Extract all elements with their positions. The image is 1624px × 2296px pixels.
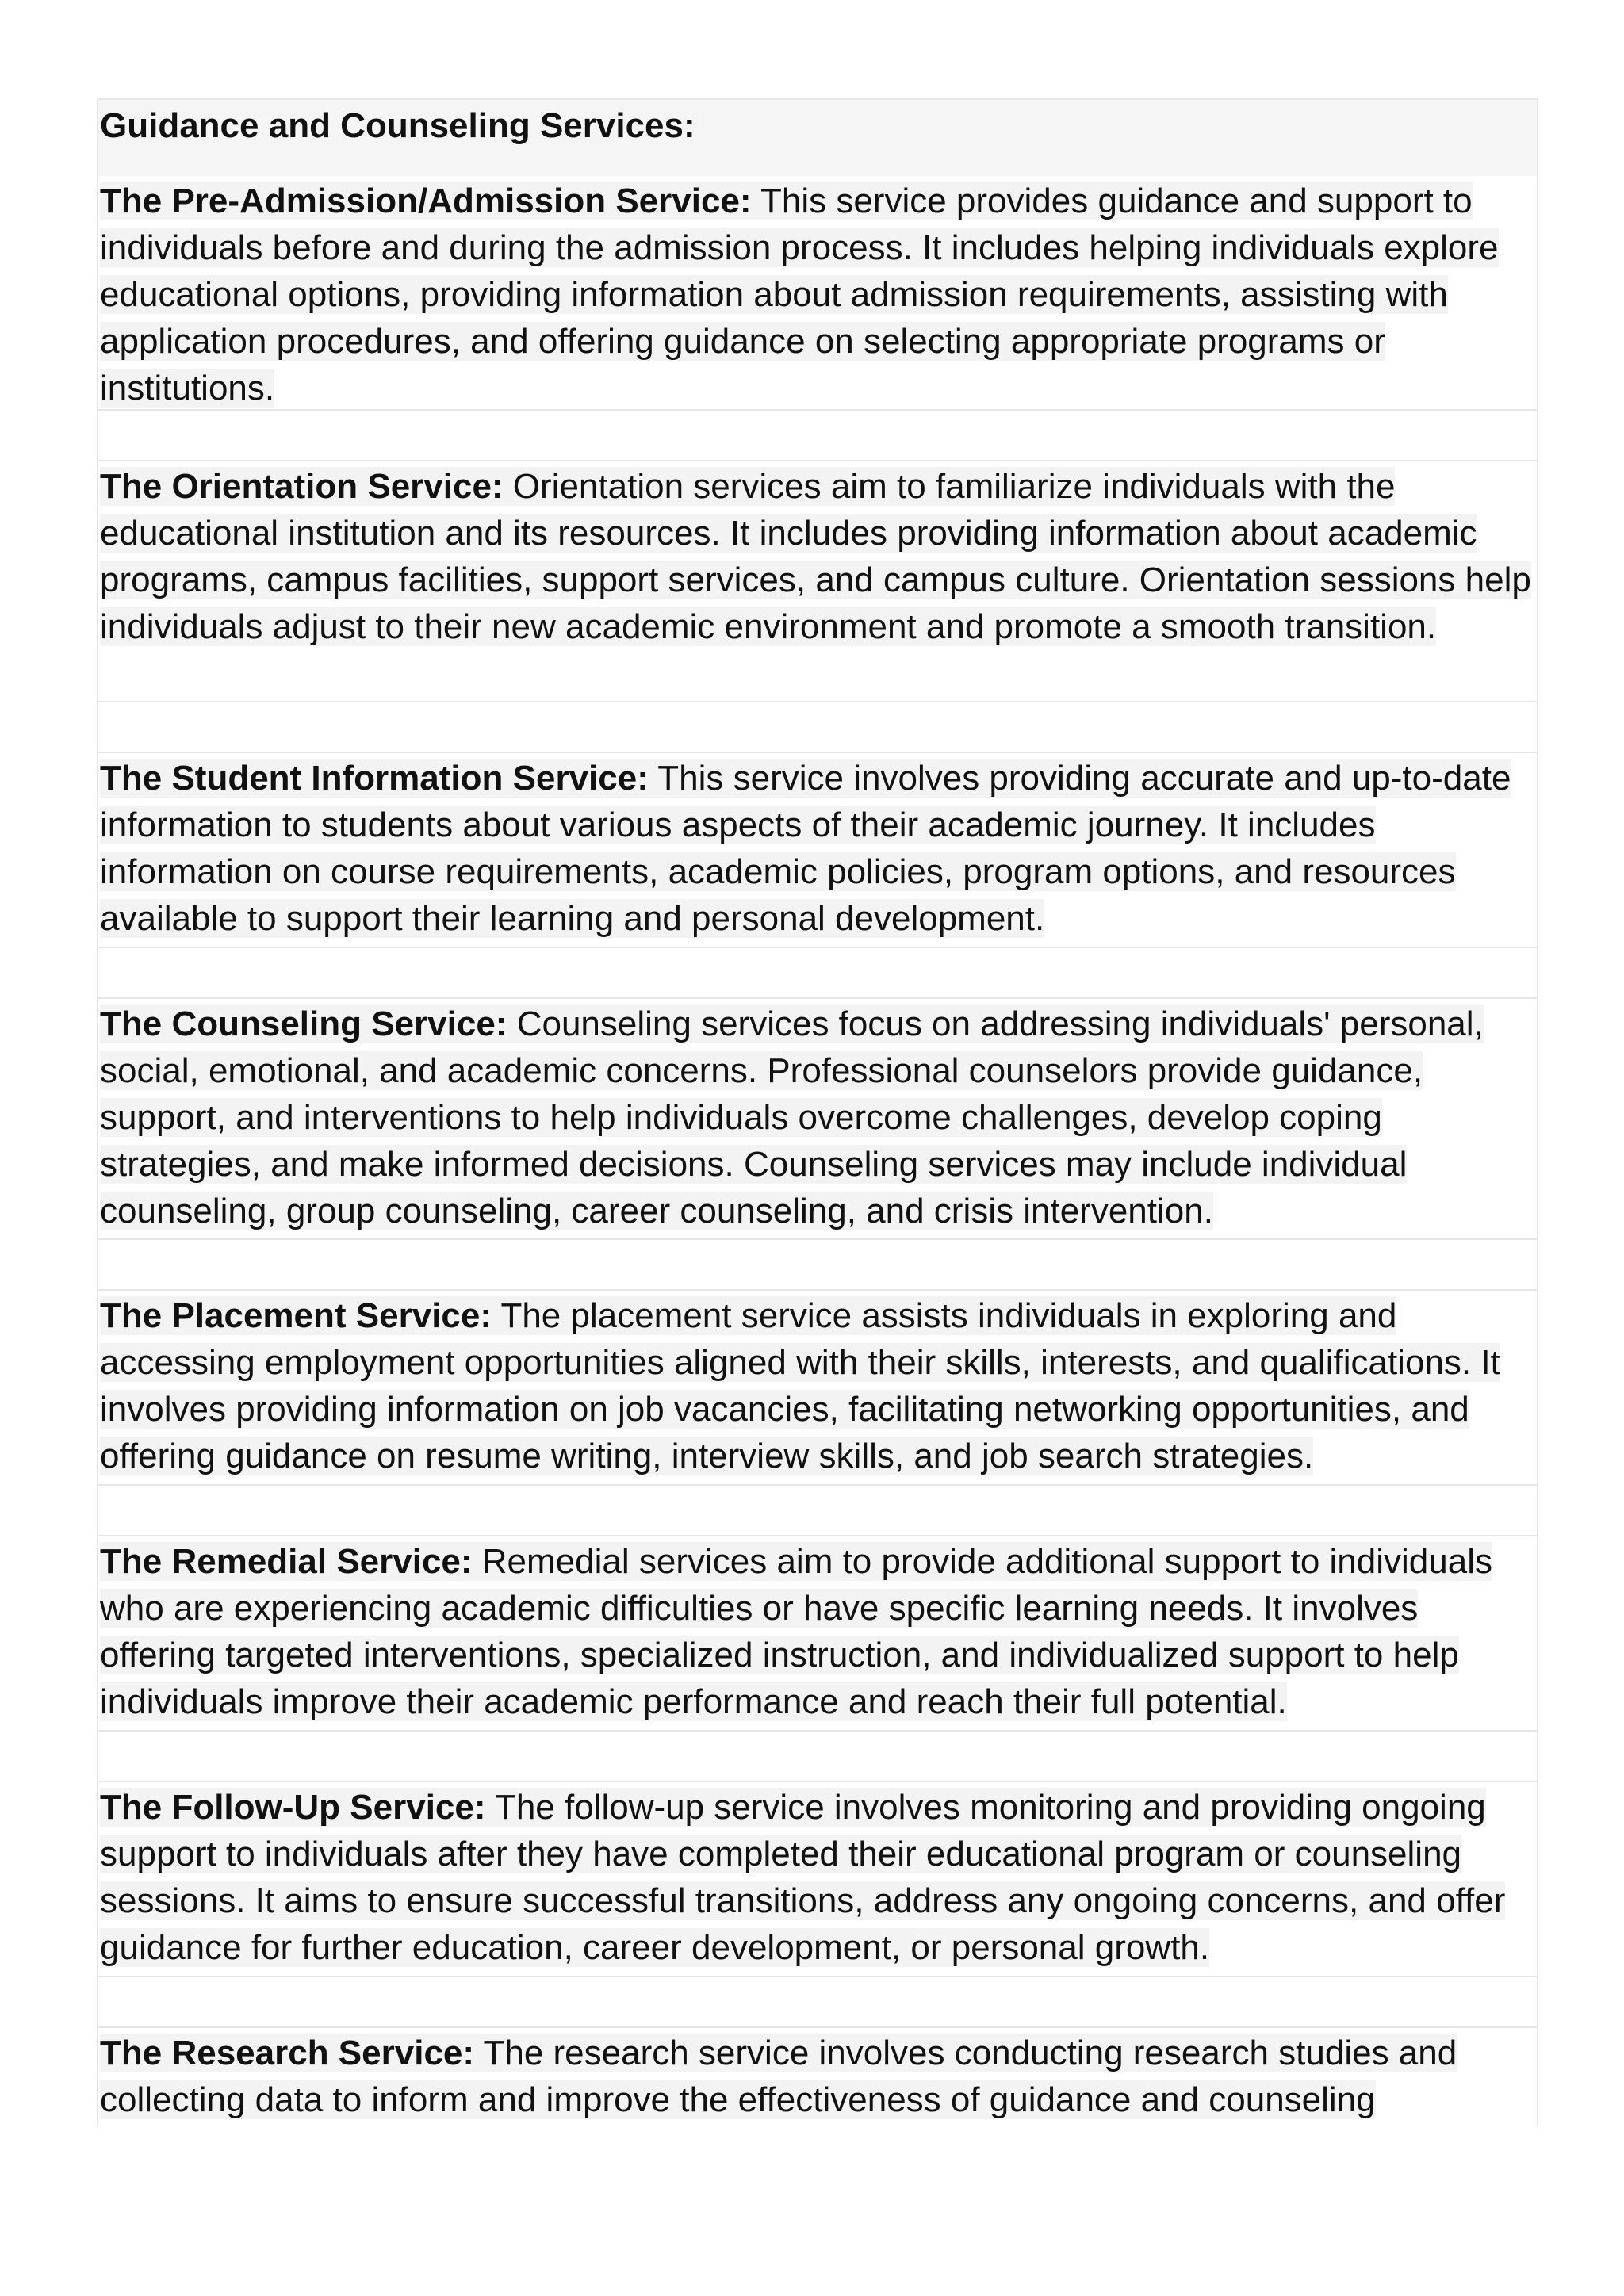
service-paragraph [100,755,1535,942]
service-title: The Research Service: [100,2034,475,2072]
service-block-placement [97,1291,1538,1484]
service-description: The follow-up service involves monitoring and providing ongoing support to individuals after they have completed their educational program or counseling sessions. It aims to ensure successful transitions, address any ongoing concerns, and offer guidance for further education, career development, or personal growth. [100,1788,1506,1967]
service-block-orientation [97,461,1538,701]
row-divider [97,1976,1538,2028]
service-description: Counseling services focus on addressing individuals' personal, social, emotional, and academic concerns. Professional counselors provide guidance, support, and interventions to help individuals overcome challenges, develop coping strategies, and make informed decisions. Counseling services may include individual counseling, group counseling, career counseling, and crisis intervention. [100,1004,1484,1230]
service-title: The Follow-Up Service: [100,1788,486,1827]
row-divider [97,701,1538,753]
service-description: This service involves providing accurate and up-to-date information to students about various aspects of their academic journey. It includes information on course requirements, academic policies, program options, and resources available to support their learning and personal development. [100,759,1511,938]
service-paragraph [100,1292,1535,1479]
service-paragraph [100,1538,1535,1725]
service-title: The Orientation Service: [100,467,504,506]
row-divider [97,409,1538,461]
service-block-student-information [97,753,1538,947]
service-title: The Placement Service: [100,1296,492,1335]
service-title: The Remedial Service: [100,1542,473,1581]
service-paragraph [100,2030,1535,2123]
service-title: The Counseling Service: [100,1004,508,1043]
service-paragraph [100,1784,1535,1971]
service-description: Orientation services aim to familiarize individuals with the educational institution and its resources. It includes providing information about academic programs, campus facilities, support services, and campus culture. Orientation sessions help individuals adjust to their new academic environment and promote a smooth transition. [100,467,1531,646]
row-divider [97,1238,1538,1291]
service-title: The Pre-Admission/Admission Service: [100,182,752,220]
heading-row [97,98,1538,176]
service-description: Remedial services aim to provide additional support to individuals who are experiencing academic difficulties or have specific learning needs. It involves offering targeted interventions, specialized instruction, and individualized support to help individuals improve their academic performance and reach their full potential. [100,1542,1492,1721]
service-paragraph [100,463,1535,650]
row-divider [97,1484,1538,1536]
page-title: Guidance and Counseling Services: [100,106,695,145]
service-description: The research service involves conducting research studies and collecting data to inform and improve the effectiveness of guidance and counseling [100,2034,1457,2119]
document-page [97,98,1538,2126]
row-divider [97,1730,1538,1782]
service-title: The Student Information Service: [100,759,649,798]
service-description: The placement service assists individuals in exploring and accessing employment opportunities aligned with their skills, interests, and qualifications. It involves providing information on job vacancies, facilitating networking opportunities, and offering guidance on resume writing, interview skills, and job search strategies. [100,1296,1500,1475]
row-divider [97,947,1538,999]
service-paragraph [100,178,1535,411]
service-block-counseling [97,999,1538,1238]
service-paragraph [100,1001,1535,1234]
service-block-follow-up [97,1782,1538,1976]
service-block-remedial [97,1536,1538,1730]
service-block-pre-admission [97,176,1538,409]
service-description: This service provides guidance and support to individuals before and during the admission process. It includes helping individuals explore educational options, providing information about admission requirements, assisting with application procedures, and offering guidance on selecting appropriate programs or institutions. [100,182,1499,408]
service-block-research [97,2028,1538,2126]
